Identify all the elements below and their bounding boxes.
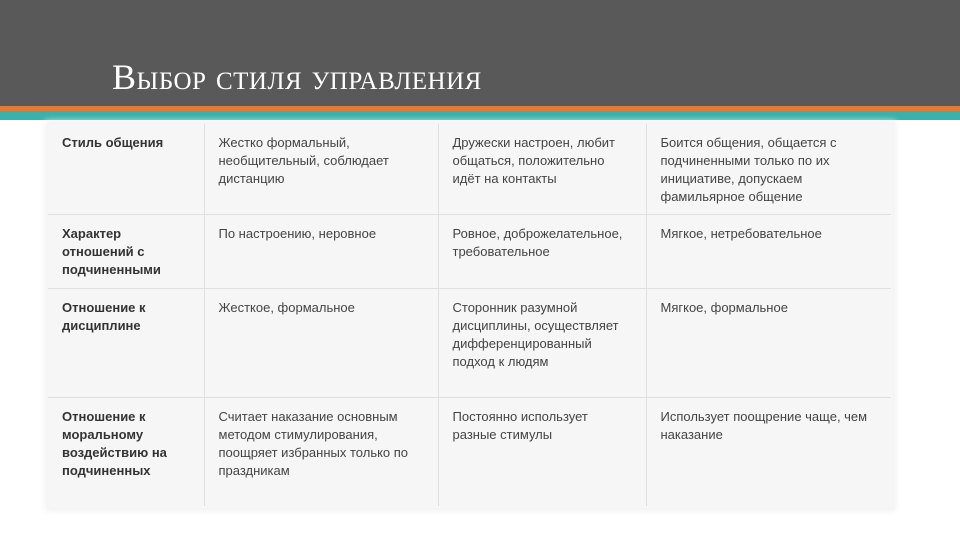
table-cell: Боится общения, общается с подчиненными только по их инициативе, допускаем фамильярное общение [646,124,891,215]
table-cell: Считает наказание основным методом стимулирования, поощряет избранных только по праздникам [204,398,438,507]
slide-title: Выбор стиля управления [112,57,482,97]
table-cell: Постоянно использует разные стимулы [438,398,646,507]
comparison-table [48,124,891,506]
table-cell: Сторонник разумной дисциплины, осуществляет дифференцированный подход к людям [438,289,646,398]
row-header: Стиль общения [48,124,204,215]
table-cell: Использует поощрение чаще, чем наказание [646,398,891,507]
table-row [48,124,891,215]
row-header: Отношение к моральному воздействию на подчиненных [62,409,167,478]
row-header: Отношение к дисциплине [48,289,204,398]
comparison-table-panel [48,124,893,508]
table-row [48,289,891,398]
table-cell: Мягкое, нетребовательное [646,215,891,289]
table-cell: По настроению, неровное [204,215,438,289]
accent-stripe-teal [0,111,960,120]
table-cell: Ровное, доброжелательное, требовательное [438,215,646,289]
table-cell: Дружески настроен, любит общаться, положительно идёт на контакты [438,124,646,215]
table-row [48,215,891,289]
table-cell: Мягкое, формальное [646,289,891,398]
table-cell: Жесткое, формальное [204,289,438,398]
table-row [48,398,891,507]
row-header: Характер отношений с подчиненными [48,215,204,289]
table-cell: Жестко формальный, необщительный, соблюдает дистанцию [204,124,438,215]
